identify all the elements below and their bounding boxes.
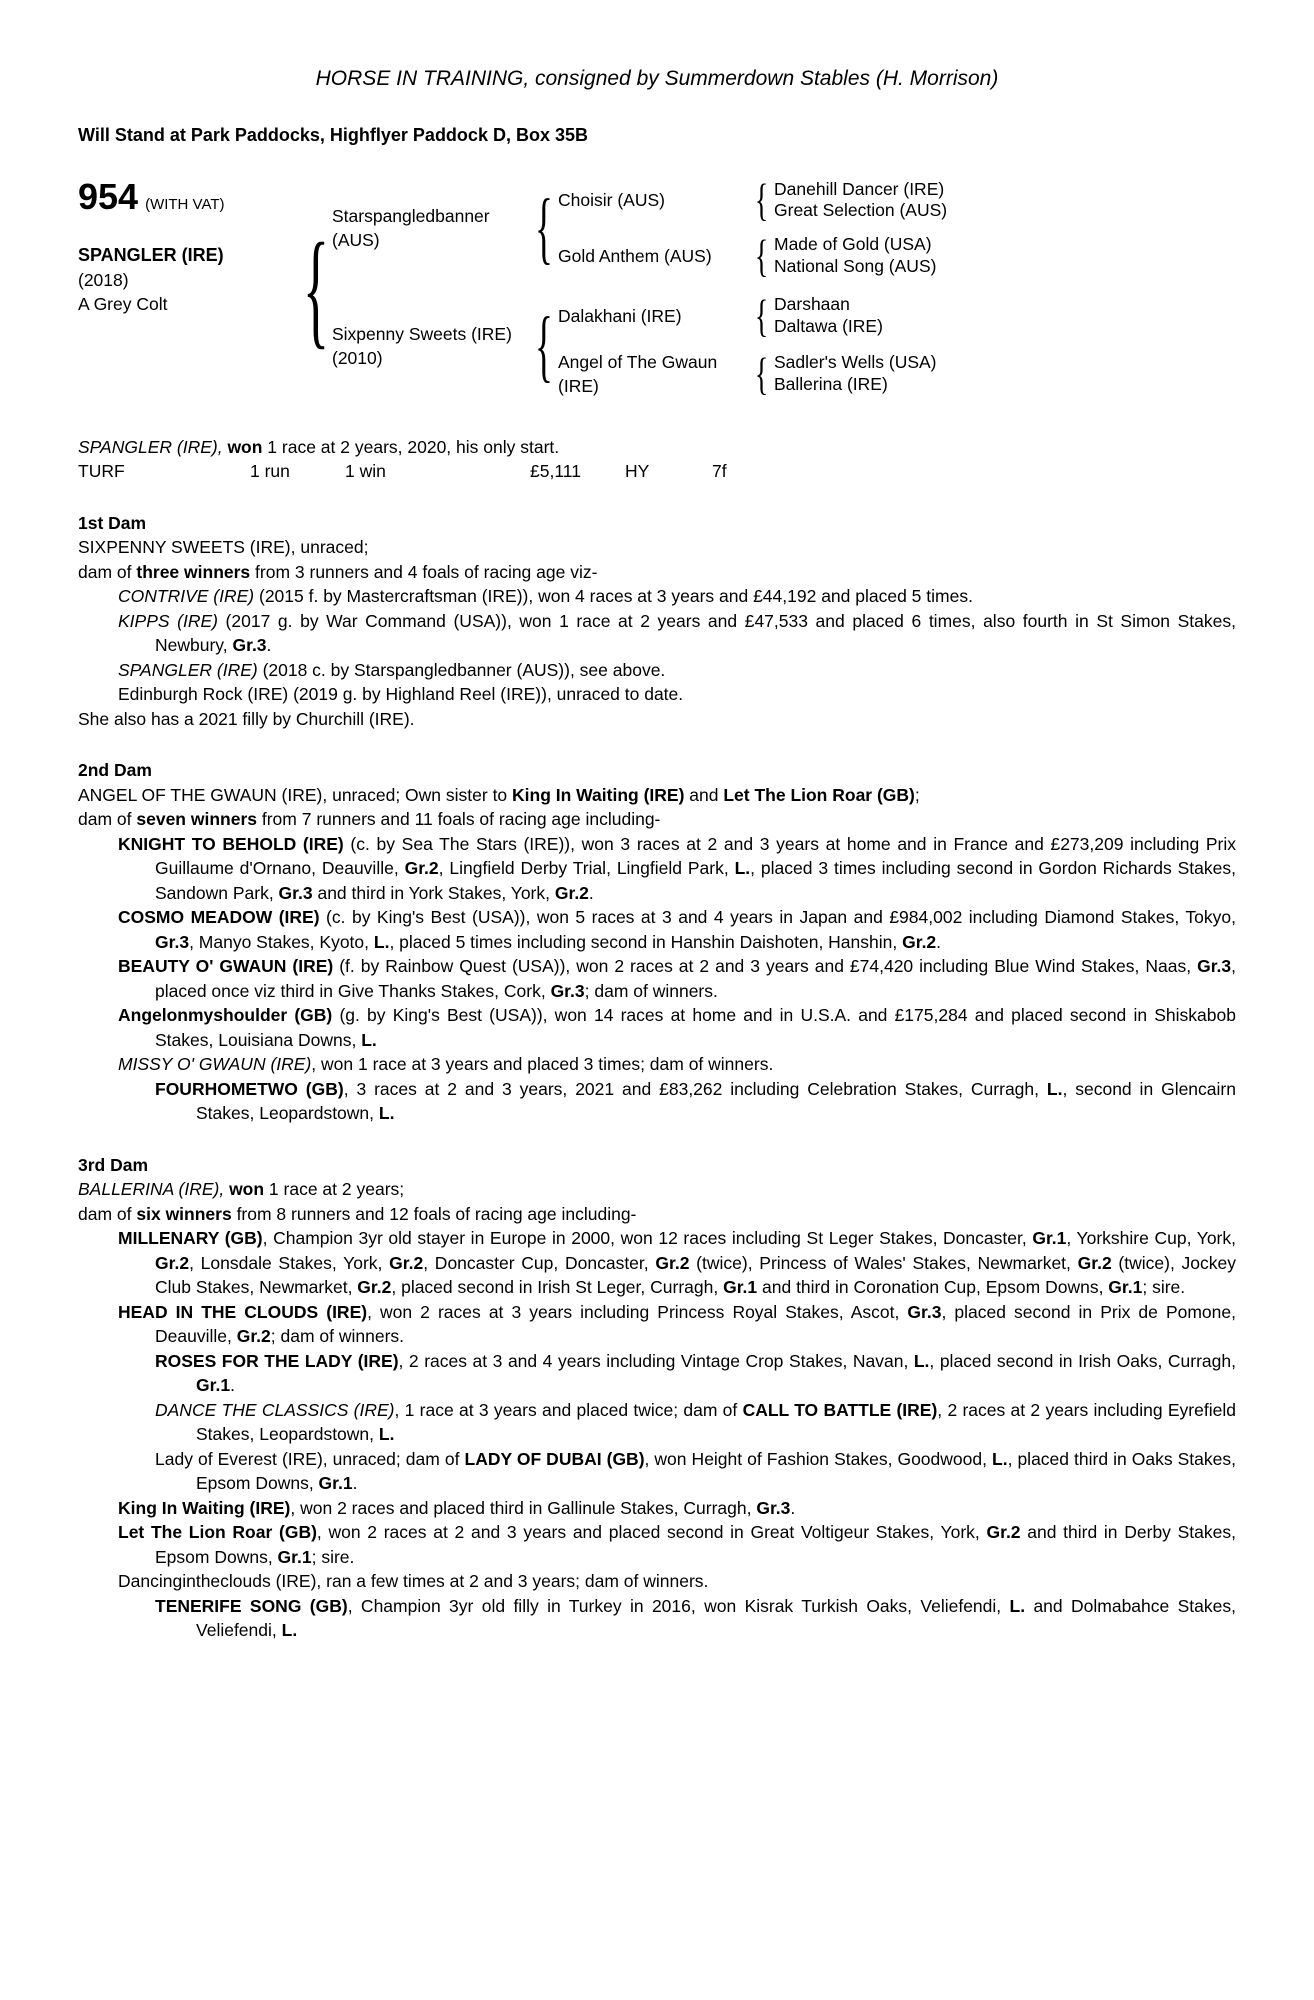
text-run: Gr.3 (1197, 956, 1232, 977)
pedigree-text-paragraph (118, 832, 1236, 906)
text-run: Gr.2 (236, 1326, 271, 1347)
text-run: L. (992, 1448, 1008, 1469)
text-run: L. (378, 1103, 395, 1124)
section-heading-1st-dam: 1st Dam (78, 512, 147, 533)
text-run: Gr.2 (655, 1252, 690, 1273)
stand-location-note: Will Stand at Park Paddocks, Highflyer Paddock D, Box 35B (78, 125, 588, 146)
text-run: , placed 5 times including second in Hanshin Daishoten, Hanshin, (389, 931, 903, 952)
race-earnings: £5,111 (530, 461, 581, 482)
text-run: , placed second in Prix de Pomone, Deauville, (155, 1301, 1236, 1347)
great-grandparent-name: National Song (AUS) (774, 256, 937, 277)
pedigree-text-paragraph (118, 584, 1236, 609)
text-run: Gr.1 (723, 1277, 758, 1298)
pedigree-brace-icon (750, 180, 774, 220)
text-run: DANCE THE CLASSICS (IRE) (155, 1399, 395, 1420)
text-run: . (790, 1497, 796, 1518)
great-grandparent-name: Sadler's Wells (USA) (774, 352, 937, 373)
text-run: L. (281, 1620, 298, 1641)
text-run: , won 2 races at 3 years including Princess Royal Stakes, Ascot, (367, 1301, 908, 1322)
text-run: L. (1046, 1078, 1063, 1099)
text-run: and Dolmabahce Stakes, Veliefendi, (196, 1595, 1236, 1641)
section-heading-3rd-dam: 3rd Dam (78, 1154, 149, 1175)
text-run: MISSY O' GWAUN (IRE) (118, 1054, 312, 1075)
pedigree-text-paragraph (155, 1077, 1236, 1126)
great-grandparents-pair (774, 352, 937, 396)
text-run: six winners (136, 1203, 232, 1224)
text-run: SPANGLER (IRE) (118, 659, 258, 680)
text-run: (c. by Sea The Stars (IRE)), won 3 races at 2 and 3 years at home and in France and £273,209 including Prix Guillaume d'Ornano, Deauville, (155, 833, 1236, 879)
text-run: (f. by Rainbow Quest (USA)), won 2 races at 2 and 3 years and £74,420 including Blue Wind Stakes, Naas, (333, 956, 1198, 977)
pedigree-text-paragraph (155, 1349, 1236, 1398)
text-run: dam of (78, 1203, 137, 1224)
text-run: , won 2 races at 2 and 3 years and placed second in Great Voltigeur Stakes, York, (316, 1522, 987, 1543)
text-run: Edinburgh Rock (IRE) (2019 g. by Highland Reel (IRE)), unraced to date. (118, 684, 684, 705)
text-run: , placed third in Oaks Stakes, Epsom Downs, (196, 1448, 1236, 1494)
text-run: , 1 race at 3 years and placed twice; dam of (394, 1399, 743, 1420)
text-run: , second in Glencairn Stakes, Leopardstown, (196, 1078, 1236, 1124)
race-wins: 1 win (345, 461, 386, 482)
text-run: , won 1 race at 3 years and placed 3 times; dam of winners. (311, 1054, 774, 1075)
pedigree-text-paragraph (78, 560, 1236, 585)
text-run: , placed second in Irish Oaks, Curragh, (929, 1350, 1236, 1371)
text-run: dam of (78, 809, 137, 830)
grandsire-row (558, 294, 1236, 338)
sire-name (332, 204, 530, 253)
pedigree-text-paragraph (155, 1398, 1236, 1447)
great-grandparent-name: Great Selection (AUS) (774, 200, 948, 221)
text-run: , won Height of Fashion Stakes, Goodwood, (644, 1448, 992, 1469)
text-run: FOURHOMETWO (GB) (155, 1078, 344, 1099)
text-run: . (266, 635, 272, 656)
text-run: COSMO MEADOW (IRE) (118, 907, 320, 928)
text-run: , Lingfield Derby Trial, Lingfield Park, (438, 858, 735, 879)
text-run: L. (361, 1029, 377, 1050)
section-body-2nd-dam (78, 783, 1236, 1126)
pedigree-brace-icon (750, 354, 774, 394)
granddam-row (558, 234, 1236, 278)
text-run: Gr.3 (550, 980, 585, 1001)
text-run: ; dam of winners. (270, 1326, 405, 1347)
text-run: L. (913, 1350, 930, 1371)
pedigree-text-paragraph (78, 535, 1236, 560)
great-grandparent-name: Darshaan (774, 294, 850, 315)
dam-name-line2: (2010) (332, 348, 383, 369)
text-run: Gr.3 (155, 931, 190, 952)
text-run: Gr.2 (902, 931, 937, 952)
text-run: KNIGHT TO BEHOLD (IRE) (118, 833, 344, 854)
text-run: Gr.2 (554, 882, 589, 903)
text-run: , Champion 3yr old filly in Turkey in 2016, won Kisrak Turkish Oaks, Veliefendi, (347, 1595, 1010, 1616)
pedigree-text-paragraph (118, 609, 1236, 658)
vat-note: (WITH VAT) (145, 195, 225, 213)
lot-number: 954 (78, 175, 139, 217)
pedigree-text-paragraph (78, 707, 1236, 732)
granddam-name: Angel of The Gwaun (IRE) (558, 351, 718, 397)
section-body-3rd-dam (78, 1177, 1236, 1643)
pedigree-text-paragraph (118, 954, 1237, 1003)
great-grandparents-pair (774, 294, 883, 338)
text-run: , Champion 3yr old stayer in Europe in 2000, won 12 races including St Leger Stakes, Doncaster, (262, 1228, 1033, 1249)
text-run: (g. by King's Best (USA)), won 14 races at home and in U.S.A. and £175,284 and placed second in Shiskabob Stakes, Louisiana Downs, (155, 1005, 1236, 1050)
text-run: Gr.2 (357, 1277, 392, 1298)
text-run: Gr.2 (1077, 1252, 1112, 1273)
text-run: , 2 races at 2 years including Eyrefield Stakes, Leopardstown, (196, 1399, 1236, 1445)
text-run: BEAUTY O' GWAUN (IRE) (118, 956, 334, 977)
text-run: . (230, 1375, 235, 1396)
text-run: (2015 f. by Mastercraftsman (IRE)), won 4 races at 3 years and £44,192 and placed 5 times. (254, 586, 973, 607)
sire-name-line1: Starspangledbanner (332, 205, 490, 226)
pedigree-brace-main-icon (300, 179, 332, 399)
text-run: Let The Lion Roar (GB) (118, 1522, 317, 1543)
text-run: Gr.1 (318, 1473, 353, 1494)
text-run: Gr.3 (232, 635, 267, 656)
text-run: HEAD IN THE CLOUDS (IRE) (118, 1301, 368, 1322)
text-run: from 7 runners and 11 foals of racing age including- (257, 809, 661, 830)
sire-name-line2: (AUS) (332, 230, 380, 251)
text-run: King In Waiting (IRE) (118, 1497, 291, 1518)
pedigree-block (78, 175, 1236, 399)
text-run: ; (914, 784, 920, 805)
text-run: , placed second in Irish St Leger, Curragh, (391, 1277, 724, 1298)
horse-description: A Grey Colt (78, 294, 168, 315)
text-run: ROSES FOR THE LADY (IRE) (155, 1350, 399, 1371)
text-run: CONTRIVE (IRE) (118, 586, 255, 607)
pedigree-brace-sire-icon (530, 197, 558, 259)
text-run: L. (373, 931, 390, 952)
dam-name-line1: Sixpenny Sweets (IRE) (332, 323, 512, 344)
great-grandparents-pair (774, 179, 947, 223)
race-distance: 7f (712, 461, 727, 482)
great-grandparent-name: Made of Gold (USA) (774, 234, 932, 255)
text-run: and third in York Stakes, York, (312, 882, 555, 903)
pedigree-text-paragraph (118, 905, 1236, 954)
great-grandparent-name: Danehill Dancer (IRE) (774, 178, 945, 199)
section-body-1st-dam (78, 535, 1236, 731)
lot-info (78, 175, 300, 399)
grandsire-name: Choisir (AUS) (558, 190, 665, 211)
grandsire-name: Dalakhani (IRE) (558, 305, 682, 326)
granddam-name: Gold Anthem (AUS) (558, 245, 712, 266)
dam-name (332, 322, 530, 371)
pedigree-text-paragraph (78, 807, 1236, 832)
text-run: 1 race at 2 years; (264, 1179, 405, 1200)
text-run: won (229, 1179, 265, 1200)
great-grandparents-pair (774, 234, 936, 278)
text-run: Gr.1 (1108, 1277, 1143, 1298)
pedigree-text-paragraph (78, 783, 1236, 808)
text-run: SIXPENNY SWEETS (IRE), unraced; (78, 537, 369, 558)
text-run: , Yorkshire Cup, York, (1066, 1228, 1236, 1249)
great-grandparent-name: Daltawa (IRE) (774, 315, 883, 336)
text-run: She also has a 2021 filly by Churchill (IRE). (78, 708, 415, 729)
text-run: Gr.2 (389, 1252, 424, 1273)
text-run: (twice), Princess of Wales' Stakes, Newmarket, (689, 1252, 1078, 1273)
text-run: Angelonmyshoulder (GB) (118, 1005, 333, 1026)
text-run: Dancingintheclouds (IRE), ran a few times at 2 and 3 years; dam of winners. (118, 1571, 709, 1592)
pedigree-text-paragraph (118, 1226, 1237, 1300)
text-run: L. (378, 1424, 395, 1445)
race-going: HY (625, 461, 650, 482)
pedigree-text-paragraph (118, 1300, 1236, 1349)
text-run: 1 race at 2 years, 2020, his only start. (262, 436, 560, 457)
text-run: Gr.2 (155, 1252, 190, 1273)
pedigree-text-paragraph (155, 1594, 1236, 1643)
text-run: won (227, 436, 263, 457)
pedigree-tree (332, 179, 1236, 399)
grandsire-row (558, 179, 1236, 223)
pedigree-text-paragraph (78, 1202, 1236, 1227)
pedigree-text-paragraph (118, 1496, 1236, 1521)
text-run: (c. by King's Best (USA)), won 5 races at 3 and 4 years in Japan and £984,002 including Diamond Stakes, Tokyo, (319, 907, 1236, 928)
text-run: ANGEL OF THE GWAUN (IRE), unraced; Own sister to (78, 784, 513, 805)
text-run: . (352, 1473, 358, 1494)
text-run: and third in Coronation Cup, Epsom Downs, (757, 1277, 1109, 1298)
granddam-row (558, 350, 1236, 399)
pedigree-text-paragraph (118, 1569, 1236, 1594)
text-run: , Manyo Stakes, Kyoto, (189, 931, 374, 952)
race-runs: 1 run (250, 461, 290, 482)
text-run: Gr.1 (277, 1546, 312, 1567)
text-run: , placed once viz third in Give Thanks Stakes, Cork, (155, 956, 1237, 1001)
text-run: , Doncaster Cup, Doncaster, (423, 1252, 656, 1273)
text-run: . (588, 882, 594, 903)
text-run: King In Waiting (IRE) (512, 784, 685, 805)
text-run: BALLERINA (IRE), (78, 1179, 230, 1200)
text-run: and third in Derby Stakes, Epsom Downs, (155, 1522, 1236, 1567)
text-run: Gr.1 (1032, 1228, 1067, 1249)
text-run: ; dam of winners. (584, 980, 718, 1001)
text-run: . (936, 931, 942, 952)
text-run: (twice), Jockey Club Stakes, Newmarket, (155, 1252, 1237, 1298)
text-run: seven winners (136, 809, 257, 830)
foal-year: (2018) (78, 269, 129, 290)
text-run: (2017 g. by War Command (USA)), won 1 race at 2 years and £47,533 and placed 6 times, also fourth in St Simon Stakes, Newbury, (155, 610, 1236, 656)
text-run: Gr.3 (278, 882, 313, 903)
text-run: ; sire. (1142, 1277, 1186, 1298)
race-record-row (78, 459, 1236, 484)
text-run: and (684, 784, 724, 805)
text-run: dam of (78, 561, 137, 582)
text-run: from 3 runners and 4 foals of racing age viz- (250, 561, 598, 582)
text-run: Lady of Everest (IRE), unraced; dam of (155, 1448, 465, 1469)
text-run: L. (734, 858, 751, 879)
text-run: MILLENARY (GB) (118, 1228, 263, 1249)
text-run: (2018 c. by Starspangledbanner (AUS)), see above. (257, 659, 666, 680)
pedigree-text-paragraph (118, 1052, 1236, 1077)
sire-branch (332, 179, 1236, 279)
text-run: , won 2 races and placed third in Gallinule Stakes, Curragh, (290, 1497, 757, 1518)
lot-number-row (78, 175, 300, 217)
race-surface: TURF (78, 461, 125, 482)
race-summary (78, 435, 1236, 460)
text-run: , Lonsdale Stakes, York, (189, 1252, 390, 1273)
pedigree-text-paragraph (118, 682, 1236, 707)
text-run: SPANGLER (IRE), (78, 436, 228, 457)
text-run: KIPPS (IRE) (118, 610, 218, 631)
text-run: , 2 races at 3 and 4 years including Vintage Crop Stakes, Navan, (398, 1350, 914, 1371)
page-title: HORSE IN TRAINING, consigned by Summerdown Stables (H. Morrison) (315, 67, 999, 90)
pedigree-brace-dam-icon (530, 315, 558, 377)
pedigree-text-paragraph (78, 1177, 1236, 1202)
text-run: Gr.2 (404, 858, 439, 879)
text-run: Gr.2 (986, 1522, 1021, 1543)
text-run: Let The Lion Roar (GB) (723, 784, 915, 805)
text-run: from 8 runners and 12 foals of racing age including- (231, 1203, 637, 1224)
text-run: TENERIFE SONG (GB) (155, 1595, 348, 1616)
pedigree-text-paragraph (118, 1003, 1236, 1052)
pedigree-text-paragraph (155, 1447, 1236, 1496)
text-run: CALL TO BATTLE (IRE) (742, 1399, 938, 1420)
great-grandparent-name: Ballerina (IRE) (774, 374, 888, 395)
text-run: ; sire. (311, 1546, 355, 1567)
text-run: , placed 3 times including second in Gordon Richards Stakes, Sandown Park, (155, 858, 1236, 903)
pedigree-brace-icon (750, 236, 774, 276)
pedigree-text-paragraph (118, 658, 1236, 683)
text-run: Gr.1 (196, 1375, 231, 1396)
text-run: LADY OF DUBAI (GB) (464, 1448, 645, 1469)
pedigree-text-paragraph (118, 1520, 1236, 1569)
horse-name: SPANGLER (IRE) (78, 244, 224, 265)
text-run: Gr.3 (907, 1301, 942, 1322)
text-run: three winners (136, 561, 251, 582)
pedigree-brace-icon (750, 296, 774, 336)
text-run: L. (1009, 1595, 1026, 1616)
text-run: Gr.3 (756, 1497, 791, 1518)
section-heading-2nd-dam: 2nd Dam (78, 760, 152, 781)
dam-branch (332, 294, 1236, 399)
text-run: , 3 races at 2 and 3 years, 2021 and £83,262 including Celebration Stakes, Curragh, (343, 1078, 1047, 1099)
